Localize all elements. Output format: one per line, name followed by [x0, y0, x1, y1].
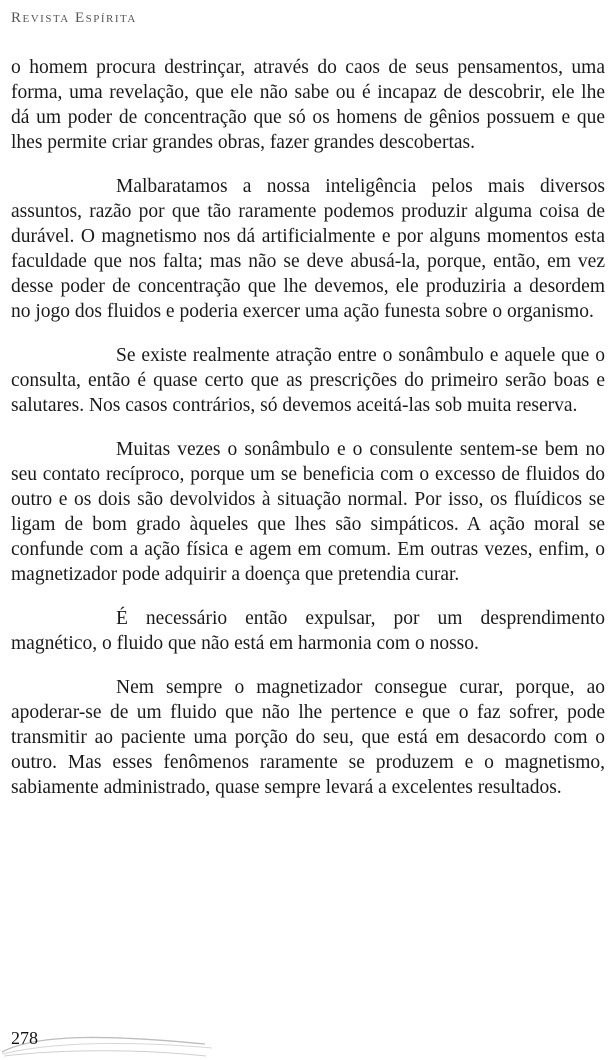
paragraph-continued: o homem procura destrinçar, através do caos de seus pensamentos, uma forma, uma revelação, que ele não sabe ou é incapaz de descobrir, ele lhe dá um poder de concentração que só os homens de gênios possuem e que lhes permite criar grandes obras, fazer grandes descobertas.: [11, 57, 605, 153]
page-number: 278: [11, 1028, 38, 1048]
page-body: [11, 55, 605, 819]
paragraph: Muitas vezes o sonâmbulo e o consulente sentem-se bem no seu contato recíproco, porque um se beneficia com o excesso de fluidos do outro e os dois são devolvidos à situação normal. Por isso, os fluídicos se ligam de bom grado àqueles que lhes são simpáticos. A ação moral se confunde com a ação física e agem em comum. Em outras vezes, enfim, o magnetizador pode adquirir a doença que pretendia curar.: [11, 439, 605, 585]
paragraph: Nem sempre o magnetizador consegue curar, porque, ao apoderar-se de um fluido que não lhe pertence e que o faz sofrer, pode transmitir ao paciente uma porção do seu, que está em desacordo com o outro. Mas esses fenômenos raramente se produzem e o magnetismo, sabiamente administrado, quase sempre levará a excelentes resultados.: [11, 677, 605, 798]
running-header: Revista Espírita: [11, 10, 137, 26]
page-footer: [0, 1022, 615, 1060]
paragraph: Se existe realmente atração entre o sonâmbulo e aquele que o consulta, então é quase certo que as prescrições do primeiro serão boas e salutares. Nos casos contrários, só devemos aceitá-las sob muita reserva.: [11, 345, 605, 416]
paragraph: É necessário então expulsar, por um desprendimento magnético, o fluido que não está em harmonia com o nosso.: [11, 608, 605, 654]
paragraph: Malbaratamos a nossa inteligência pelos mais diversos assuntos, razão por que tão raramente podemos produzir alguma coisa de durável. O magnetismo nos dá artificialmente e por alguns momentos esta faculdade que nos falta; mas não se deve abusá-la, porque, então, em vez desse poder de concentração que lhe devemos, ele produziria a desordem no jogo dos fluidos e poderia exercer uma ação funesta sobre o organismo.: [11, 176, 605, 322]
